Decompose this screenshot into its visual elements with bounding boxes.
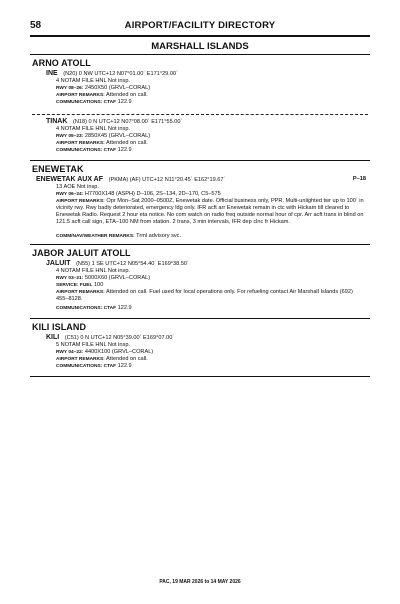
airport-summary: (N18) 0 N UTC+12 N07°08.00´ E171°55.00´ xyxy=(72,119,183,125)
airport-notam: 4 NOTAM FILE HNL Not insp. xyxy=(56,126,130,132)
remarks-label: AIRPORT REMARKS: xyxy=(56,93,105,98)
runway-label: RWY 08–26: xyxy=(56,86,84,91)
remarks-label: AIRPORT REMARKS: xyxy=(56,141,105,146)
airport-ine-heading xyxy=(46,70,178,78)
airport-summary: (C51) 0 N UTC+12 N05°39.00´ E169°07.00´ xyxy=(64,335,175,341)
runway-info xyxy=(56,191,221,198)
airport-remarks xyxy=(56,356,148,363)
airport-notam: 4 NOTAM FILE HNL Not insp. xyxy=(56,78,130,84)
section-arno-atoll: ARNO ATOLL xyxy=(32,58,91,68)
remarks-value: Attended on call. xyxy=(106,356,148,362)
region-rule xyxy=(30,54,370,55)
section-rule xyxy=(30,376,370,377)
page-footer: PAC, 19 MAR 2026 to 14 MAY 2026 xyxy=(159,579,241,585)
section-enewetak: ENEWETAK xyxy=(32,164,84,174)
communications-value: 122.9 xyxy=(117,99,132,105)
airport-kili-heading xyxy=(46,334,174,342)
remarks-label: AIRPORT REMARKS: xyxy=(56,290,105,295)
runway-value: 5000X60 (GRVL–CORAL) xyxy=(84,275,151,281)
communications-label: COMMUNICATIONS: CTAF xyxy=(56,148,117,153)
region-title: MARSHALL ISLANDS xyxy=(151,41,249,52)
airport-notam: 5 NOTAM FILE HNL Not insp. xyxy=(56,342,130,348)
runway-info xyxy=(56,349,153,356)
communications xyxy=(56,99,132,106)
runway-label: RWY 06–24: xyxy=(56,192,84,197)
runway-label: RWY 04–22: xyxy=(56,350,84,355)
remarks-value: Attended on call. Fuel used for local operations only. For refueling contact Air Marshall Islands (692) 455–8128. xyxy=(56,289,353,302)
airport-remarks xyxy=(56,92,148,99)
communications-value: 122.9 xyxy=(117,363,132,369)
airport-summary: (PKMA) (AF) UTC+12 N11°20.45´ E162°19.67´ xyxy=(108,177,226,183)
runway-label: RWY 03–21: xyxy=(56,276,84,281)
remarks-value: Opr Mon–Sat 2000–0500Z, Enewetak date. Official business only, PPR. Multi-unlighted twr up to 100´ in vicinity rwy. Rwy badly deteriorated, emergency ldg only. IFR acft arr Enewetak remain in ctc with Hickam till cleared to Enewetak Radio. Request 2 hour eta notice. No com watch on radio freq outside normal hour of cpr. Arr acft trans in blind on 121.5 acft call sign, ETA–100 NM from station. 2 trans, 3 min intervals, IFR dep clnc fr Hickam. xyxy=(56,198,364,225)
communications-value: 122.9 xyxy=(117,147,132,153)
runway-info xyxy=(56,85,150,92)
comm-nav-weather-remarks xyxy=(56,233,181,240)
airport-summary: (N55) 1 SE UTC+12 N05°54.40´ E169°38.50´ xyxy=(76,261,189,267)
runway-label: RWY 05–23: xyxy=(56,134,84,139)
airport-tinak-heading xyxy=(46,118,182,126)
communications xyxy=(56,363,132,370)
airport-notam: 13 AOE Not insp. xyxy=(56,184,99,190)
airport-separator xyxy=(32,114,368,115)
communications-label: COMMUNICATIONS: CTAF xyxy=(56,364,117,369)
airport-jaluit-heading xyxy=(46,260,189,268)
communications-label: COMMUNICATIONS: CTAF xyxy=(56,100,117,105)
airport-notam: 4 NOTAM FILE HNL Not insp. xyxy=(56,268,130,274)
communications xyxy=(56,305,132,312)
comm-nav-weather-label: COMM/NAV/WEATHER REMARKS: xyxy=(56,234,135,239)
service-value: 100 xyxy=(94,282,104,288)
comm-nav-weather-value: Trml advisory svc. xyxy=(136,233,182,239)
remarks-value: Attended on call. xyxy=(106,140,148,146)
chart-reference: P–18 xyxy=(352,176,366,182)
airport-remarks xyxy=(56,140,148,147)
runway-info xyxy=(56,133,150,140)
remarks-label: AIRPORT REMARKS: xyxy=(56,357,105,362)
section-jabor-jaluit-atoll: JABOR JALUIT ATOLL xyxy=(32,248,131,258)
airport-name: INE xyxy=(46,70,58,77)
section-rule xyxy=(30,160,370,161)
communications xyxy=(56,147,132,154)
section-rule xyxy=(30,244,370,245)
runway-value: 2850X45 (GRVL–CORAL) xyxy=(84,133,151,139)
header-rule xyxy=(30,35,370,37)
airport-name: KILI xyxy=(46,334,60,341)
runway-info xyxy=(56,275,150,282)
remarks-value: Attended on call. xyxy=(106,92,148,98)
section-kili-island: KILI ISLAND xyxy=(32,322,87,332)
airport-summary: (N20) 0 NW UTC+12 N07°01.00´ E171°29.00´ xyxy=(63,71,178,77)
runway-value: 4400X100 (GRVL–CORAL) xyxy=(84,349,154,355)
communications-value: 122.9 xyxy=(117,305,132,311)
communications-label: COMMUNICATIONS: CTAF xyxy=(56,306,117,311)
page-title: AIRPORT/FACILITY DIRECTORY xyxy=(124,20,276,31)
runway-value: 2450X50 (GRVL–CORAL) xyxy=(84,85,151,91)
page-header xyxy=(30,20,370,34)
section-rule xyxy=(30,318,370,319)
service-info xyxy=(56,282,103,289)
page-number: 58 xyxy=(30,20,42,31)
airport-name: TINAK xyxy=(46,118,68,125)
airport-name: JALUIT xyxy=(46,260,71,267)
runway-value: H7700X148 (ASPH) D–106, 2S–134, 2D–170, C5–575 xyxy=(84,191,221,197)
airport-remarks xyxy=(56,289,366,303)
airport-remarks xyxy=(56,198,366,226)
airport-enewetak-heading xyxy=(36,176,225,184)
airport-name: ENEWETAK AUX AF xyxy=(36,176,104,183)
service-label: SERVICE: FUEL xyxy=(56,283,93,288)
remarks-label: AIRPORT REMARKS: xyxy=(56,199,105,204)
